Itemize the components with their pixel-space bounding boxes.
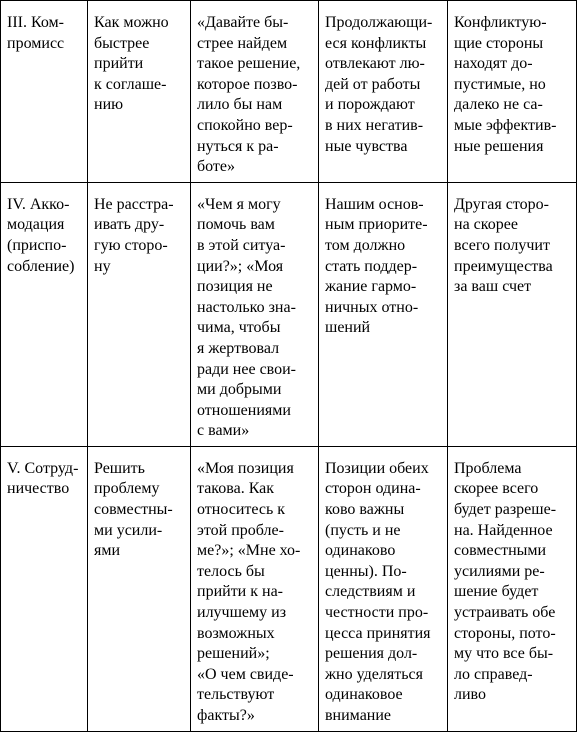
cell-phrase: «Моя позиция такова. Как относитесь к этой пробле- ме?»; «Мне хо- телось бы прийти к на- илучшему из возможных решений»; «О чем свиде- тельствуют факты?» xyxy=(191,446,319,731)
cell-priority: Продолжающи- еся конфликты отвлекают лю- дей от работы и порождают в них негатив- ные чувства xyxy=(319,1,448,183)
cell-phrase: «Давайте бы- стрее найдем такое решение, которое позво- лило бы нам спокойно вер- нуться к ра- боте» xyxy=(191,1,319,183)
cell-outcome: Другая сторо- на скорее всего получит преимущества за ваш счет xyxy=(448,182,577,446)
cell-goal: Не расстра- ивать дру- гую сторо- ну xyxy=(88,182,191,446)
cell-outcome: Проблема скорее всего будет разреше- на. Найденное совместными усилиями ре- шение будет устраивать обе стороны, пото- му что все бы- ло справед- ливо xyxy=(448,446,577,731)
cell-priority: Нашим основ- ным приорите- том должно стать поддер- жание гармо- ничных отно- шений xyxy=(319,182,448,446)
cell-goal: Решить проблему совместны- ми усили- ями xyxy=(88,446,191,731)
cell-priority: Позиции обеих сторон одина- ково важны (пусть и не одинаково ценны). По- следствиям и честности про- цесса принятия решения дол- жно уделяться одинаковое внимание xyxy=(319,446,448,731)
cell-style: III. Ком- промисс xyxy=(1,1,88,183)
cell-outcome: Конфликтую- щие стороны находят до- пустимые, но далеко не са- мые эффектив- ные решения xyxy=(448,1,577,183)
table-row-collaboration xyxy=(1,446,577,731)
cell-style: IV. Акко- модация (приспо- собление) xyxy=(1,182,88,446)
cell-goal: Как можно быстрее прийти к соглаше- нию xyxy=(88,1,191,183)
cell-style: V. Сотруд- ничество xyxy=(1,446,88,731)
table-row-accommodation xyxy=(1,182,577,446)
table-row-compromise xyxy=(1,1,577,183)
cell-phrase: «Чем я могу помочь вам в этой ситуа- ции?»; «Моя позиция не настолько зна- чима, чтобы я жертвовал ради нее свои- ми добрыми отношениями с вами» xyxy=(191,182,319,446)
